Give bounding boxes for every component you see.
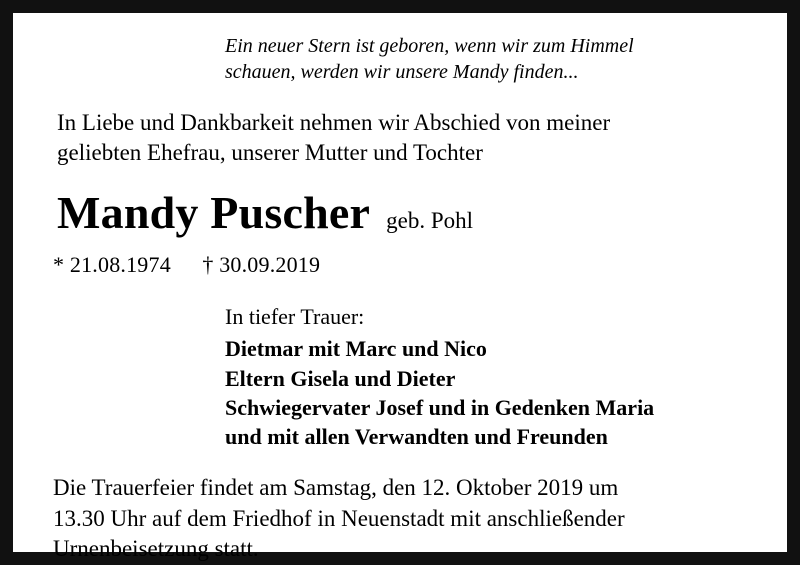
mourners-block — [39, 302, 761, 452]
obituary-inner — [39, 33, 761, 562]
verse-line-2: schauen, werden wir unsere Mandy finden... — [225, 61, 579, 84]
verse-block — [39, 33, 761, 86]
deceased-name: Mandy Puscher — [57, 186, 371, 238]
intro-block — [39, 108, 761, 168]
mourner-line-2: Eltern Gisela und Dieter — [225, 365, 456, 391]
mourner-line-1: Dietmar mit Marc und Nico — [225, 336, 487, 362]
funeral-line-1: Die Trauerfeier findet am Samstag, den 12. Oktober 2019 um — [53, 475, 619, 501]
mourner-line-4: und mit allen Verwandten und Freunden — [225, 424, 608, 449]
mourners-list — [225, 334, 761, 451]
intro-line-1: In Liebe und Dankbarkeit nehmen wir Abschied von meiner — [57, 109, 611, 135]
deceased-name-row — [39, 186, 761, 238]
death-date: † 30.09.2019 — [202, 251, 321, 277]
deceased-maiden-name: geb. Pohl — [386, 207, 473, 233]
verse-line-1: Ein neuer Stern ist geboren, wenn wir zum Himmel — [225, 35, 634, 57]
life-dates — [39, 252, 761, 278]
funeral-line-2: 13.30 Uhr auf dem Friedhof in Neuenstadt mit anschließender — [53, 505, 625, 531]
mourners-heading: In tiefer Trauer: — [225, 303, 365, 329]
birth-date: * 21.08.1974 — [53, 251, 171, 277]
intro-line-2: geliebten Ehefrau, unserer Mutter und Tochter — [57, 139, 483, 165]
funeral-line-3: Urnenbeisetzung statt. — [53, 536, 259, 562]
funeral-details — [39, 473, 761, 565]
mourner-line-3: Schwiegervater Josef und in Gedenken Maria — [225, 394, 655, 420]
